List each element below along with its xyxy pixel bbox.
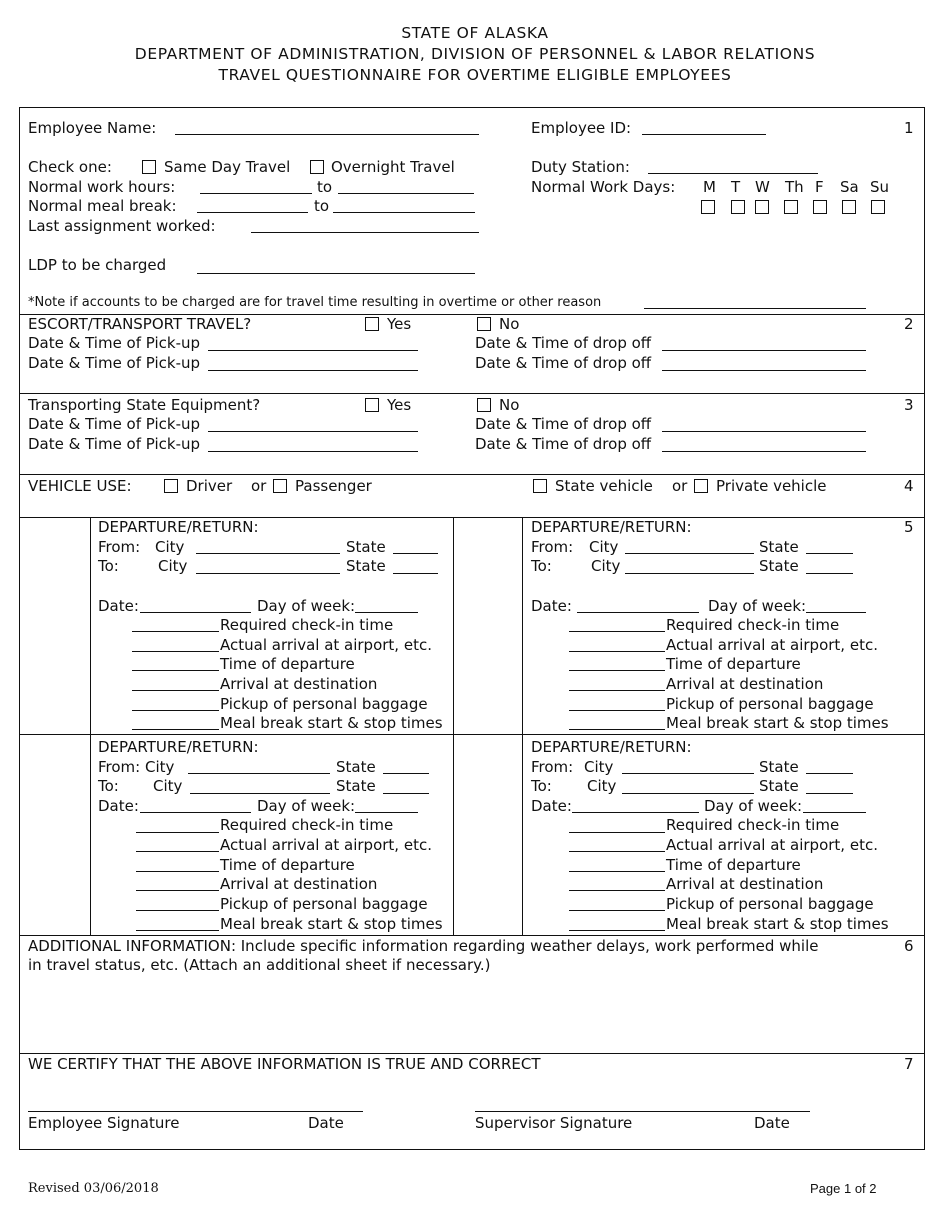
to-label: To: — [98, 777, 119, 795]
to-label: To: — [531, 557, 552, 575]
destination-arrival-label: Arrival at destination — [666, 875, 824, 893]
work-hours-start-field[interactable] — [200, 193, 312, 194]
from-label: From: — [98, 758, 141, 776]
day-wednesday-label: W — [755, 178, 770, 196]
pickup-label: Date & Time of Pick-up — [28, 334, 201, 352]
time-field[interactable] — [136, 832, 219, 833]
section-divider — [19, 734, 925, 735]
dropoff-label: Date & Time of drop off — [475, 435, 652, 453]
page-number: Page 1 of 2 — [810, 1181, 877, 1196]
meal-break-start-field[interactable] — [197, 212, 308, 213]
day-sunday-label: Su — [870, 178, 890, 196]
normal-work-days-label: Normal Work Days: — [531, 178, 676, 196]
state-label: State — [759, 557, 799, 575]
supervisor-signature-field[interactable] — [475, 1111, 810, 1112]
day-tuesday-checkbox[interactable] — [731, 200, 745, 214]
state-label: State — [336, 777, 376, 795]
day-thursday-checkbox[interactable] — [784, 200, 798, 214]
city-label: City — [589, 538, 619, 556]
work-hours-end-field[interactable] — [338, 193, 474, 194]
escort-yes-label: Yes — [387, 315, 412, 333]
departure-time-label: Time of departure — [220, 856, 355, 874]
driver-checkbox[interactable] — [164, 479, 178, 493]
time-field[interactable] — [132, 670, 219, 671]
escort-no-checkbox[interactable] — [477, 317, 491, 331]
date-field[interactable] — [577, 612, 699, 613]
section-number: 1 — [904, 119, 914, 137]
supervisor-date-label: Date — [754, 1114, 790, 1132]
to-city-field[interactable] — [190, 793, 330, 794]
additional-info-instructions: in travel status, etc. (Attach an additional sheet if necessary.) — [28, 956, 491, 974]
passenger-label: Passenger — [295, 477, 372, 495]
to-state-field[interactable] — [393, 573, 438, 574]
last-assignment-label: Last assignment worked: — [28, 217, 216, 235]
time-field[interactable] — [136, 910, 219, 911]
meal-break-times-label: Meal break start & stop times — [666, 714, 889, 732]
equipment-dropoff-field-1[interactable] — [662, 431, 866, 432]
day-of-week-label: Day of week: — [708, 597, 807, 615]
departure-time-label: Time of departure — [666, 856, 801, 874]
day-monday-checkbox[interactable] — [701, 200, 715, 214]
time-field[interactable] — [569, 710, 665, 711]
meal-break-times-label: Meal break start & stop times — [666, 915, 889, 933]
equipment-yes-checkbox[interactable] — [365, 398, 379, 412]
meal-break-times-label: Meal break start & stop times — [220, 915, 443, 933]
accounts-note: *Note if accounts to be charged are for travel time resulting in overtime or other reason — [28, 295, 602, 310]
section5-divider — [90, 517, 91, 935]
time-field[interactable] — [569, 832, 665, 833]
destination-arrival-label: Arrival at destination — [220, 675, 378, 693]
or-label: or — [672, 477, 688, 495]
pickup-label: Date & Time of Pick-up — [28, 415, 201, 433]
last-assignment-field[interactable] — [251, 232, 479, 233]
day-tuesday-label: T — [731, 178, 741, 196]
section-number: 5 — [904, 518, 914, 536]
ldp-field[interactable] — [197, 273, 475, 274]
baggage-pickup-label: Pickup of personal baggage — [220, 695, 428, 713]
day-of-week-field[interactable] — [806, 612, 866, 613]
departure-return-heading: DEPARTURE/RETURN: — [98, 518, 259, 536]
from-city-field[interactable] — [188, 773, 330, 774]
state-equipment-title: Transporting State Equipment? — [28, 396, 261, 414]
time-field[interactable] — [132, 690, 219, 691]
day-of-week-field[interactable] — [355, 612, 418, 613]
employee-id-field[interactable] — [642, 134, 766, 135]
escort-transport-title: ESCORT/TRANSPORT TRAVEL? — [28, 315, 252, 333]
from-label: From: — [531, 538, 574, 556]
employee-name-label: Employee Name: — [28, 119, 157, 137]
from-label: From: — [98, 538, 141, 556]
city-label: City — [591, 557, 621, 575]
to-label: To: — [531, 777, 552, 795]
section-divider — [19, 935, 925, 936]
same-day-travel-checkbox[interactable] — [142, 160, 156, 174]
state-label: State — [346, 557, 386, 575]
to-city-field[interactable] — [196, 573, 340, 574]
time-field[interactable] — [569, 631, 665, 632]
time-field[interactable] — [569, 930, 665, 931]
supervisor-signature-label: Supervisor Signature — [475, 1114, 633, 1132]
time-field[interactable] — [569, 851, 665, 852]
pickup-label: Date & Time of Pick-up — [28, 354, 201, 372]
equipment-pickup-field-2[interactable] — [208, 451, 418, 452]
destination-arrival-label: Arrival at destination — [220, 875, 378, 893]
city-label: City — [584, 758, 614, 776]
date-label: Date: — [531, 797, 572, 815]
date-label: Date: — [98, 597, 139, 615]
additional-info-heading: ADDITIONAL INFORMATION: Include specific information regarding weather delays, work performed while — [28, 937, 819, 955]
time-field[interactable] — [136, 871, 219, 872]
to-city-field[interactable] — [625, 573, 754, 574]
meal-break-times-label: Meal break start & stop times — [220, 714, 443, 732]
baggage-pickup-label: Pickup of personal baggage — [666, 895, 874, 913]
baggage-pickup-label: Pickup of personal baggage — [220, 895, 428, 913]
section5-divider — [453, 517, 454, 935]
dropoff-label: Date & Time of drop off — [475, 334, 652, 352]
state-label: State — [759, 777, 799, 795]
dropoff-label: Date & Time of drop off — [475, 354, 652, 372]
time-field[interactable] — [132, 710, 219, 711]
state-vehicle-label: State vehicle — [555, 477, 653, 495]
employee-name-field[interactable] — [175, 134, 479, 135]
private-vehicle-label: Private vehicle — [716, 477, 827, 495]
checkin-time-label: Required check-in time — [220, 616, 394, 634]
time-field[interactable] — [136, 890, 219, 891]
ldp-label: LDP to be charged — [28, 256, 167, 274]
day-friday-checkbox[interactable] — [813, 200, 827, 214]
departure-time-label: Time of departure — [666, 655, 801, 673]
passenger-checkbox[interactable] — [273, 479, 287, 493]
day-thursday-label: Th — [785, 178, 804, 196]
to-state-field[interactable] — [806, 793, 853, 794]
employee-date-label: Date — [308, 1114, 344, 1132]
departure-return-heading: DEPARTURE/RETURN: — [531, 518, 692, 536]
to-state-field[interactable] — [806, 573, 853, 574]
form-title-department: DEPARTMENT OF ADMINISTRATION, DIVISION OF PERSONNEL & LABOR RELATIONS — [134, 45, 816, 63]
time-field[interactable] — [132, 729, 219, 730]
time-field[interactable] — [569, 690, 665, 691]
section-number: 3 — [904, 396, 914, 414]
section-divider — [19, 1053, 925, 1054]
city-label: City — [145, 758, 175, 776]
escort-pickup-field-2[interactable] — [208, 370, 418, 371]
section-number: 7 — [904, 1055, 914, 1073]
section-divider — [19, 393, 925, 394]
airport-arrival-label: Actual arrival at airport, etc. — [666, 836, 878, 854]
day-of-week-label: Day of week: — [257, 597, 356, 615]
from-city-field[interactable] — [622, 773, 754, 774]
form-title-state: STATE OF ALASKA — [401, 24, 549, 42]
employee-id-label: Employee ID: — [531, 119, 632, 137]
dropoff-label: Date & Time of drop off — [475, 415, 652, 433]
from-city-field[interactable] — [625, 553, 754, 554]
same-day-travel-label: Same Day Travel — [164, 158, 291, 176]
accounts-note-field[interactable] — [644, 308, 866, 309]
normal-work-hours-label: Normal work hours: — [28, 178, 176, 196]
date-field[interactable] — [572, 812, 699, 813]
employee-signature-label: Employee Signature — [28, 1114, 180, 1132]
vehicle-use-title: VEHICLE USE: — [28, 477, 132, 495]
date-field[interactable] — [140, 612, 251, 613]
state-label: State — [759, 538, 799, 556]
state-label: State — [336, 758, 376, 776]
from-label: From: — [531, 758, 574, 776]
section5-divider — [522, 517, 523, 935]
time-field[interactable] — [569, 890, 665, 891]
time-field[interactable] — [132, 631, 219, 632]
baggage-pickup-label: Pickup of personal baggage — [666, 695, 874, 713]
normal-meal-break-label: Normal meal break: — [28, 197, 177, 215]
day-of-week-label: Day of week: — [704, 797, 803, 815]
or-label: or — [251, 477, 267, 495]
airport-arrival-label: Actual arrival at airport, etc. — [220, 836, 432, 854]
departure-time-label: Time of departure — [220, 655, 355, 673]
day-saturday-label: Sa — [840, 178, 859, 196]
to-label: To: — [98, 557, 119, 575]
time-field[interactable] — [569, 871, 665, 872]
additional-info-field[interactable] — [28, 978, 888, 1048]
overnight-travel-label: Overnight Travel — [331, 158, 455, 176]
to-city-field[interactable] — [622, 793, 754, 794]
meal-break-end-field[interactable] — [333, 212, 475, 213]
day-wednesday-checkbox[interactable] — [755, 200, 769, 214]
day-of-week-field[interactable] — [803, 812, 866, 813]
duty-station-field[interactable] — [648, 173, 818, 174]
from-state-field[interactable] — [393, 553, 438, 554]
city-label: City — [155, 538, 185, 556]
check-one-label: Check one: — [28, 158, 112, 176]
escort-pickup-field-1[interactable] — [208, 350, 418, 351]
form-title-questionnaire: TRAVEL QUESTIONNAIRE FOR OVERTIME ELIGIBLE EMPLOYEES — [218, 66, 732, 84]
overnight-travel-checkbox[interactable] — [310, 160, 324, 174]
departure-return-heading: DEPARTURE/RETURN: — [98, 738, 259, 756]
section-divider — [19, 474, 925, 475]
airport-arrival-label: Actual arrival at airport, etc. — [220, 636, 432, 654]
time-field[interactable] — [136, 930, 219, 931]
from-state-field[interactable] — [383, 773, 429, 774]
escort-dropoff-field-2[interactable] — [662, 370, 866, 371]
day-friday-label: F — [815, 178, 824, 196]
date-field[interactable] — [140, 812, 251, 813]
time-field[interactable] — [136, 851, 219, 852]
escort-dropoff-field-1[interactable] — [662, 350, 866, 351]
airport-arrival-label: Actual arrival at airport, etc. — [666, 636, 878, 654]
state-vehicle-checkbox[interactable] — [533, 479, 547, 493]
employee-signature-field[interactable] — [28, 1111, 363, 1112]
day-of-week-field[interactable] — [355, 812, 418, 813]
city-label: City — [587, 777, 617, 795]
time-field[interactable] — [569, 729, 665, 730]
city-label: City — [153, 777, 183, 795]
pickup-label: Date & Time of Pick-up — [28, 435, 201, 453]
meal-break-to-label: to — [314, 197, 330, 215]
checkin-time-label: Required check-in time — [666, 816, 840, 834]
private-vehicle-checkbox[interactable] — [694, 479, 708, 493]
equipment-pickup-field-1[interactable] — [208, 431, 418, 432]
from-city-field[interactable] — [196, 553, 340, 554]
equipment-no-checkbox[interactable] — [477, 398, 491, 412]
day-sunday-checkbox[interactable] — [871, 200, 885, 214]
duty-station-label: Duty Station: — [531, 158, 630, 176]
day-monday-label: M — [703, 178, 716, 196]
departure-return-heading: DEPARTURE/RETURN: — [531, 738, 692, 756]
date-label: Date: — [98, 797, 139, 815]
day-of-week-label: Day of week: — [257, 797, 356, 815]
escort-yes-checkbox[interactable] — [365, 317, 379, 331]
equipment-dropoff-field-2[interactable] — [662, 451, 866, 452]
checkin-time-label: Required check-in time — [666, 616, 840, 634]
section-number: 4 — [904, 477, 914, 495]
driver-label: Driver — [186, 477, 233, 495]
section-number: 6 — [904, 937, 914, 955]
checkin-time-label: Required check-in time — [220, 816, 394, 834]
day-saturday-checkbox[interactable] — [842, 200, 856, 214]
city-label: City — [158, 557, 188, 575]
time-field[interactable] — [569, 651, 665, 652]
time-field[interactable] — [569, 670, 665, 671]
section-number: 2 — [904, 315, 914, 333]
from-state-field[interactable] — [806, 773, 853, 774]
time-field[interactable] — [569, 910, 665, 911]
equipment-yes-label: Yes — [387, 396, 412, 414]
escort-no-label: No — [499, 315, 520, 333]
work-hours-to-label: to — [317, 178, 333, 196]
revision-date: Revised 03/06/2018 — [28, 1181, 159, 1196]
date-label: Date: — [531, 597, 572, 615]
certification-statement: WE CERTIFY THAT THE ABOVE INFORMATION IS TRUE AND CORRECT — [28, 1055, 541, 1073]
state-label: State — [759, 758, 799, 776]
time-field[interactable] — [132, 651, 219, 652]
destination-arrival-label: Arrival at destination — [666, 675, 824, 693]
equipment-no-label: No — [499, 396, 520, 414]
from-state-field[interactable] — [806, 553, 853, 554]
to-state-field[interactable] — [383, 793, 429, 794]
state-label: State — [346, 538, 386, 556]
